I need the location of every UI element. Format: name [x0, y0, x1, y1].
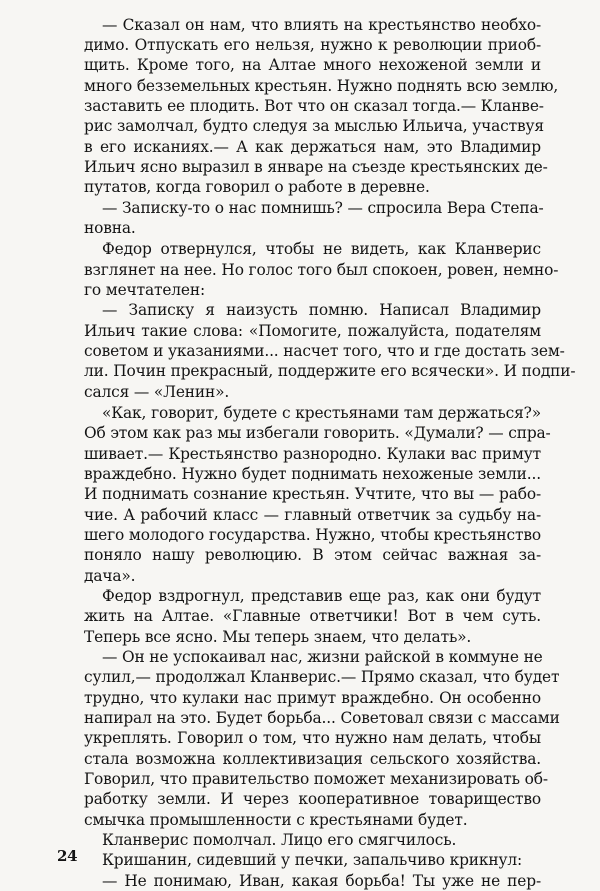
text-line: Федор отвернулся, чтобы не видеть, как Кланверис [102, 240, 541, 258]
text-line: укреплять. Говорил о том, что нужно нам делать, чтобы [84, 729, 541, 747]
page-number: 24 [57, 847, 78, 865]
text-line: Говорил, что правительство поможет механизировать об- [84, 770, 548, 788]
text-line: Ильич ясно выразил в январе на съезде крестьянских де- [84, 158, 548, 176]
text-line: — Записку-то о нас помнишь? — спросила Вера Степа- [102, 199, 544, 217]
text-line: напирал на это. Будет борьба... Советовал связи с массами [84, 709, 560, 727]
text-line: Кланверис помолчал. Лицо его смягчилось. [102, 831, 457, 849]
text-line: путатов, когда говорил о работе в деревне. [84, 178, 430, 196]
text-line: И поднимать сознание крестьян. Учтите, что вы — рабо- [84, 485, 541, 503]
text-line: враждебно. Нужно будет поднимать нехоженые земли... [84, 465, 541, 483]
text-line: взглянет на нее. Но голос того был спокоен, ровен, немно- [84, 261, 559, 279]
text-line: «Как, говорит, будете с крестьянами там держаться?» [102, 404, 541, 422]
text-line: — Записку я наизусть помню. Написал Владимир [102, 301, 541, 319]
text-line: го мечтателен: [84, 281, 206, 299]
text-line: сался — «Ленин». [84, 383, 230, 401]
text-line: Кришанин, сидевший у печки, запальчиво крикнул: [102, 851, 523, 869]
text-line: стала возможна коллективизация сельского хозяйства. [84, 750, 541, 768]
text-line: — Не понимаю, Иван, какая борьба! Ты уже не пер- [102, 872, 541, 890]
text-line: сулил,— продолжал Кланверис.— Прямо сказал, что будет [84, 668, 560, 686]
text-line: новна. [84, 219, 136, 237]
text-line: димо. Отпускать его нельзя, нужно к революции приоб- [84, 36, 541, 54]
text-line: рис замолчал, будто следуя за мыслью Ильича, участвуя [84, 117, 544, 135]
text-line: Об этом как раз мы избегали говорить. «Думали? — спра- [84, 424, 551, 442]
text-line: Теперь все ясно. Мы теперь знаем, что делать». [84, 628, 472, 646]
text-line: поняло нашу революцию. В этом сейчас важная за- [84, 546, 541, 564]
text-line: жить на Алтае. «Главные ответчики! Вот в чем суть. [84, 607, 541, 625]
text-line: в его исканиях.— А как держаться нам, это Владимир [84, 138, 541, 156]
text-line: заставить ее плодить. Вот что он сказал тогда.— Кланве- [84, 97, 544, 115]
text-line: щить. Кроме того, на Алтае много нехоженой земли и [84, 56, 541, 74]
text-line: трудно, что кулаки нас примут враждебно. Он особенно [84, 689, 541, 707]
text-line: чие. А рабочий класс — главный ответчик за судьбу на- [84, 506, 541, 524]
text-line: работку земли. И через кооперативное товарищество [84, 790, 541, 808]
text-line: дача». [84, 567, 136, 585]
text-line: шего молодого государства. Нужно, чтобы крестьянство [84, 526, 541, 544]
text-line: Федор вздрогнул, представив еще раз, как они будут [102, 587, 541, 605]
text-line: смычка промышленности с крестьянами будет. [84, 811, 468, 829]
text-line: — Сказал он нам, что влиять на крестьянство необхо- [102, 16, 541, 34]
text-line: много безземельных крестьян. Нужно поднять всю землю, [84, 77, 559, 95]
text-line: шивает.— Крестьянство разнородно. Кулаки вас примут [84, 445, 541, 463]
text-line: советом и указаниями... насчет того, что и где достать зем- [84, 342, 565, 360]
text-line: — Он не успокаивал нас, жизни райской в коммуне не [102, 648, 543, 666]
text-line: Ильич такие слова: «Помогите, пожалуйста, подателям [84, 322, 541, 340]
text-line: ли. Почин прекрасный, поддержите его всячески». И подпи- [84, 362, 576, 380]
